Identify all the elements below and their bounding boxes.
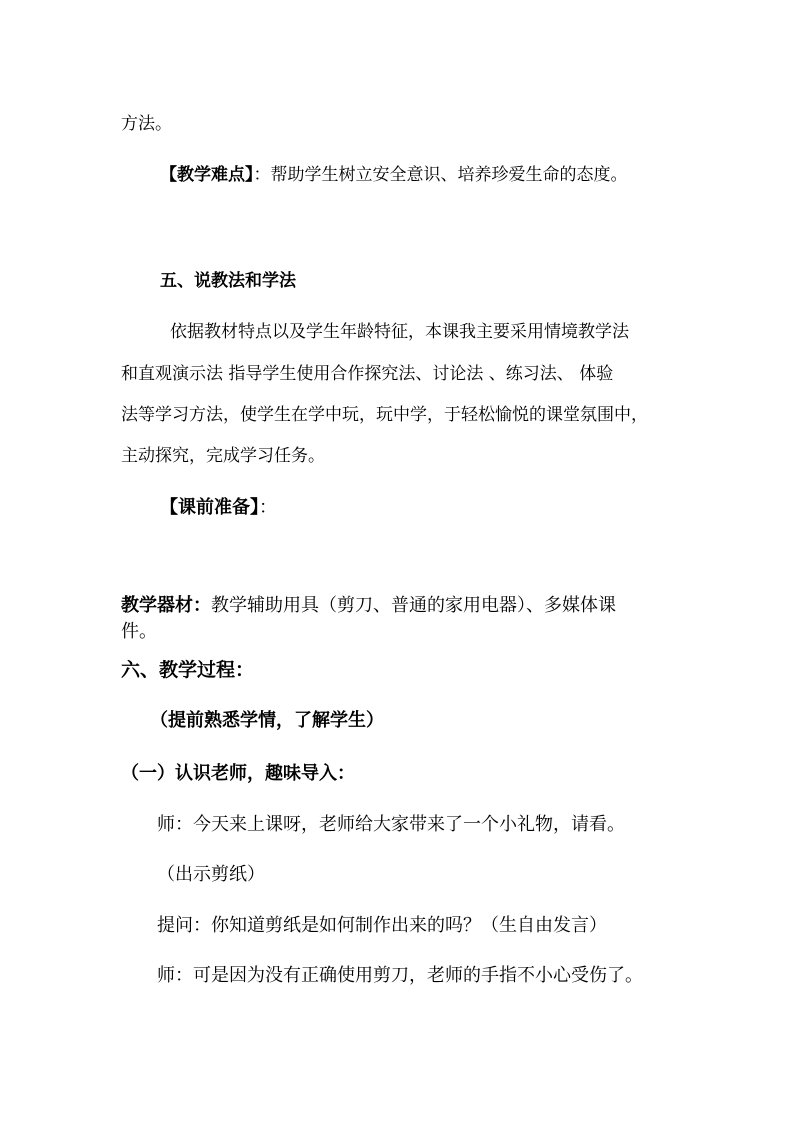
equipment-line-cont: 件。 xyxy=(121,621,157,642)
dialogue-line: 师：今天来上课呀，老师给大家带来了一个小礼物，请看。 xyxy=(157,814,625,835)
equipment-line: 教学器材：教学辅助用具（剪刀、普通的家用电器）、多媒体课 xyxy=(121,595,616,616)
paragraph-line: 方法。 xyxy=(121,114,172,134)
paragraph-line: 依据教材特点以及学生年龄特征，本课我主要采用情境教学法 xyxy=(170,322,629,342)
dialogue-line: 提问：你知道剪纸是如何制作出来的吗？（生自由发言） xyxy=(157,915,607,936)
paragraph-line: 和直观演示法 指导学生使用合作探究法、讨论法 、练习法、 体验 xyxy=(121,364,614,384)
dialogue-line: 师：可是因为没有正确使用剪刀，老师的手指不小心受伤了。 xyxy=(157,965,643,986)
paragraph-line: 法等学习方法，使学生在学中玩，玩中学，于轻松愉悦的课堂氛围中， xyxy=(121,405,648,425)
section-heading-6: 六、教学过程： xyxy=(121,659,255,681)
paragraph-line: 主动探究，完成学习任务。 xyxy=(121,446,325,466)
section-heading-5: 五、说教法和学法 xyxy=(160,271,296,291)
teaching-difficulty-line: 【教学难点】：帮助学生树立安全意识、培养珍爱生命的态度。 xyxy=(160,165,628,185)
subsection-heading-1: （一）认识老师，趣味导入： xyxy=(121,763,355,784)
subheading: （提前熟悉学情，了解学生） xyxy=(150,710,384,731)
preparation-heading: 【课前准备】： xyxy=(160,497,277,518)
dialogue-line: （出示剪纸） xyxy=(157,864,265,885)
